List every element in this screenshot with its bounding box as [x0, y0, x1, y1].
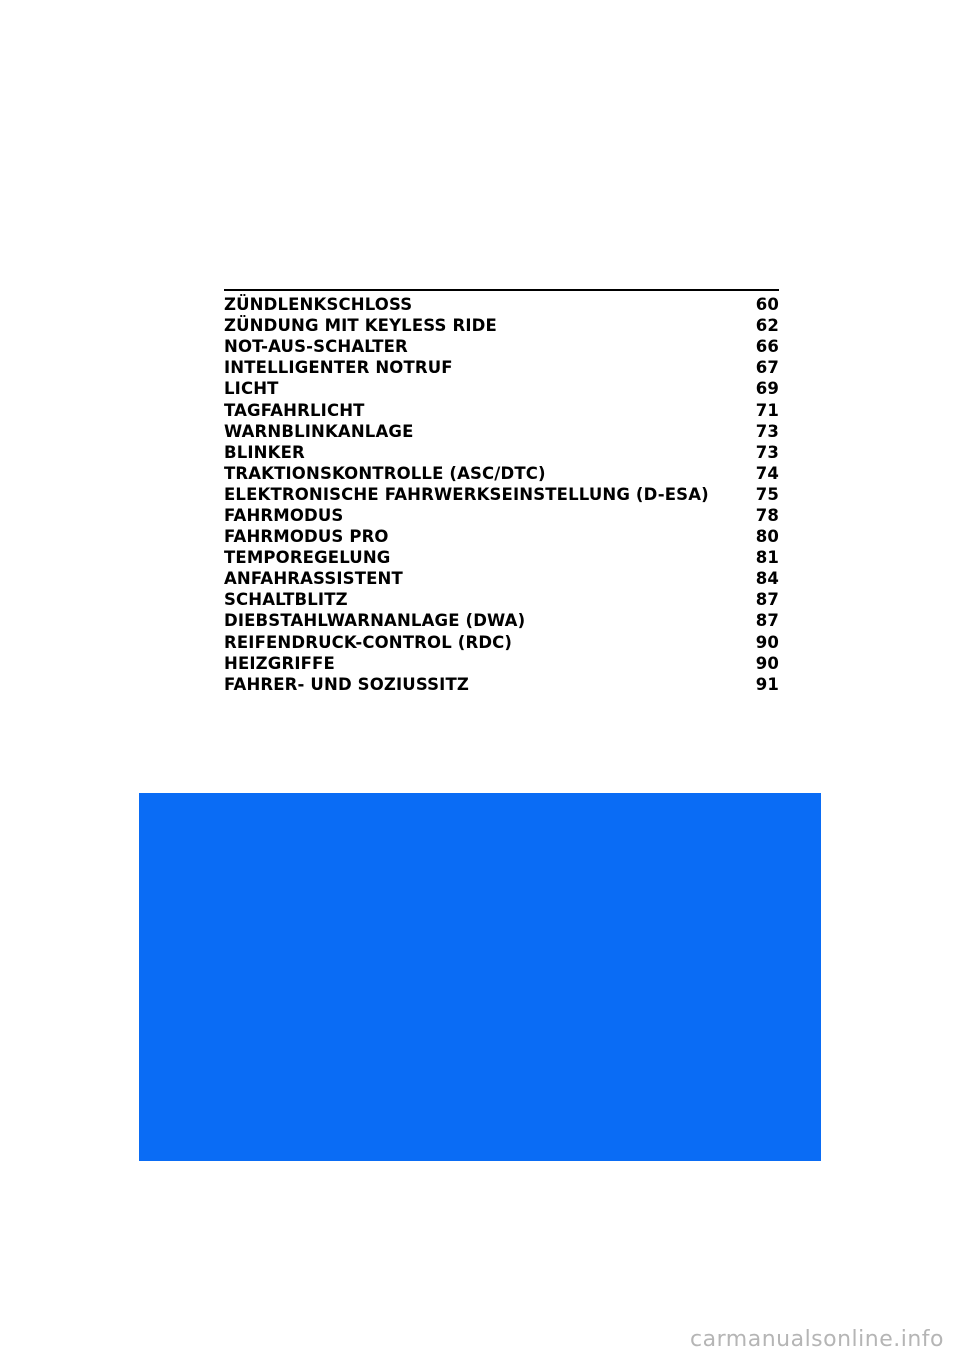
toc-entry-page: 80 [755, 527, 779, 547]
toc-entry[interactable] [224, 547, 779, 568]
toc-entry[interactable] [224, 484, 779, 505]
blue-panel [139, 793, 821, 1161]
toc-entry[interactable] [224, 442, 779, 463]
toc-entry-title: SCHALTBLITZ [224, 590, 348, 610]
toc-entry-title: FAHRMODUS [224, 505, 344, 525]
toc-entry-page: 87 [755, 590, 779, 610]
toc-entry-title: TRAKTIONSKONTROLLE (ASC/DTC) [224, 463, 546, 483]
toc-entry-page: 67 [755, 358, 779, 378]
table-of-contents [224, 289, 779, 695]
toc-entry-title: INTELLIGENTER NOTRUF [224, 358, 453, 378]
toc-entry[interactable] [224, 568, 779, 589]
toc-entry-page: 90 [755, 653, 779, 673]
toc-entry[interactable] [224, 610, 779, 631]
toc-entry[interactable] [224, 294, 779, 315]
toc-entry[interactable] [224, 357, 779, 378]
toc-entry-page: 81 [755, 548, 779, 568]
toc-entry-page: 84 [755, 569, 779, 589]
toc-entry-page: 78 [755, 505, 779, 525]
toc-entry-title: BLINKER [224, 442, 305, 462]
toc-entry-title: DIEBSTAHLWARNANLAGE (DWA) [224, 611, 526, 631]
toc-entry-title: TEMPOREGELUNG [224, 548, 391, 568]
toc-entry[interactable] [224, 505, 779, 526]
toc-entry-title: FAHRMODUS PRO [224, 527, 389, 547]
toc-entry[interactable] [224, 315, 779, 336]
toc-entry-page: 74 [755, 463, 779, 483]
toc-entry-title: LICHT [224, 379, 279, 399]
toc-entry-page: 69 [755, 379, 779, 399]
toc-entry-page: 66 [755, 337, 779, 357]
toc-entry-title: FAHRER- UND SOZIUSSITZ [224, 674, 469, 694]
toc-entry[interactable] [224, 463, 779, 484]
toc-entry-title: ZÜNDLENKSCHLOSS [224, 295, 413, 315]
toc-entry-title: ELEKTRONISCHE FAHRWERKSEINSTELLUNG (D-ESA) [224, 484, 709, 504]
toc-entry[interactable] [224, 653, 779, 674]
toc-entry-title: REIFENDRUCK-CONTROL (RDC) [224, 632, 513, 652]
toc-entry-page: 90 [755, 632, 779, 652]
toc-entry-page: 75 [755, 484, 779, 504]
toc-entry[interactable] [224, 421, 779, 442]
watermark: carmanualsonline.info [690, 1327, 944, 1352]
toc-entry[interactable] [224, 632, 779, 653]
toc-entry-page: 73 [755, 442, 779, 462]
toc-entry-title: ZÜNDUNG MIT KEYLESS RIDE [224, 316, 497, 336]
toc-entry-page: 87 [755, 611, 779, 631]
toc-entry-title: HEIZGRIFFE [224, 653, 335, 673]
toc-entry-page: 73 [755, 421, 779, 441]
toc-entry[interactable] [224, 336, 779, 357]
toc-entry-page: 62 [755, 316, 779, 336]
toc-entry[interactable] [224, 589, 779, 610]
toc-entry[interactable] [224, 526, 779, 547]
toc-entry-title: TAGFAHRLICHT [224, 400, 365, 420]
toc-entry[interactable] [224, 399, 779, 420]
toc-entry[interactable] [224, 674, 779, 695]
toc-entry[interactable] [224, 378, 779, 399]
toc-entry-page: 60 [755, 295, 779, 315]
toc-entry-title: NOT-AUS-SCHALTER [224, 337, 408, 357]
toc-entry-page: 91 [755, 674, 779, 694]
toc-entry-title: WARNBLINKANLAGE [224, 421, 414, 441]
toc-entry-page: 71 [755, 400, 779, 420]
toc-entry-title: ANFAHRASSISTENT [224, 569, 403, 589]
